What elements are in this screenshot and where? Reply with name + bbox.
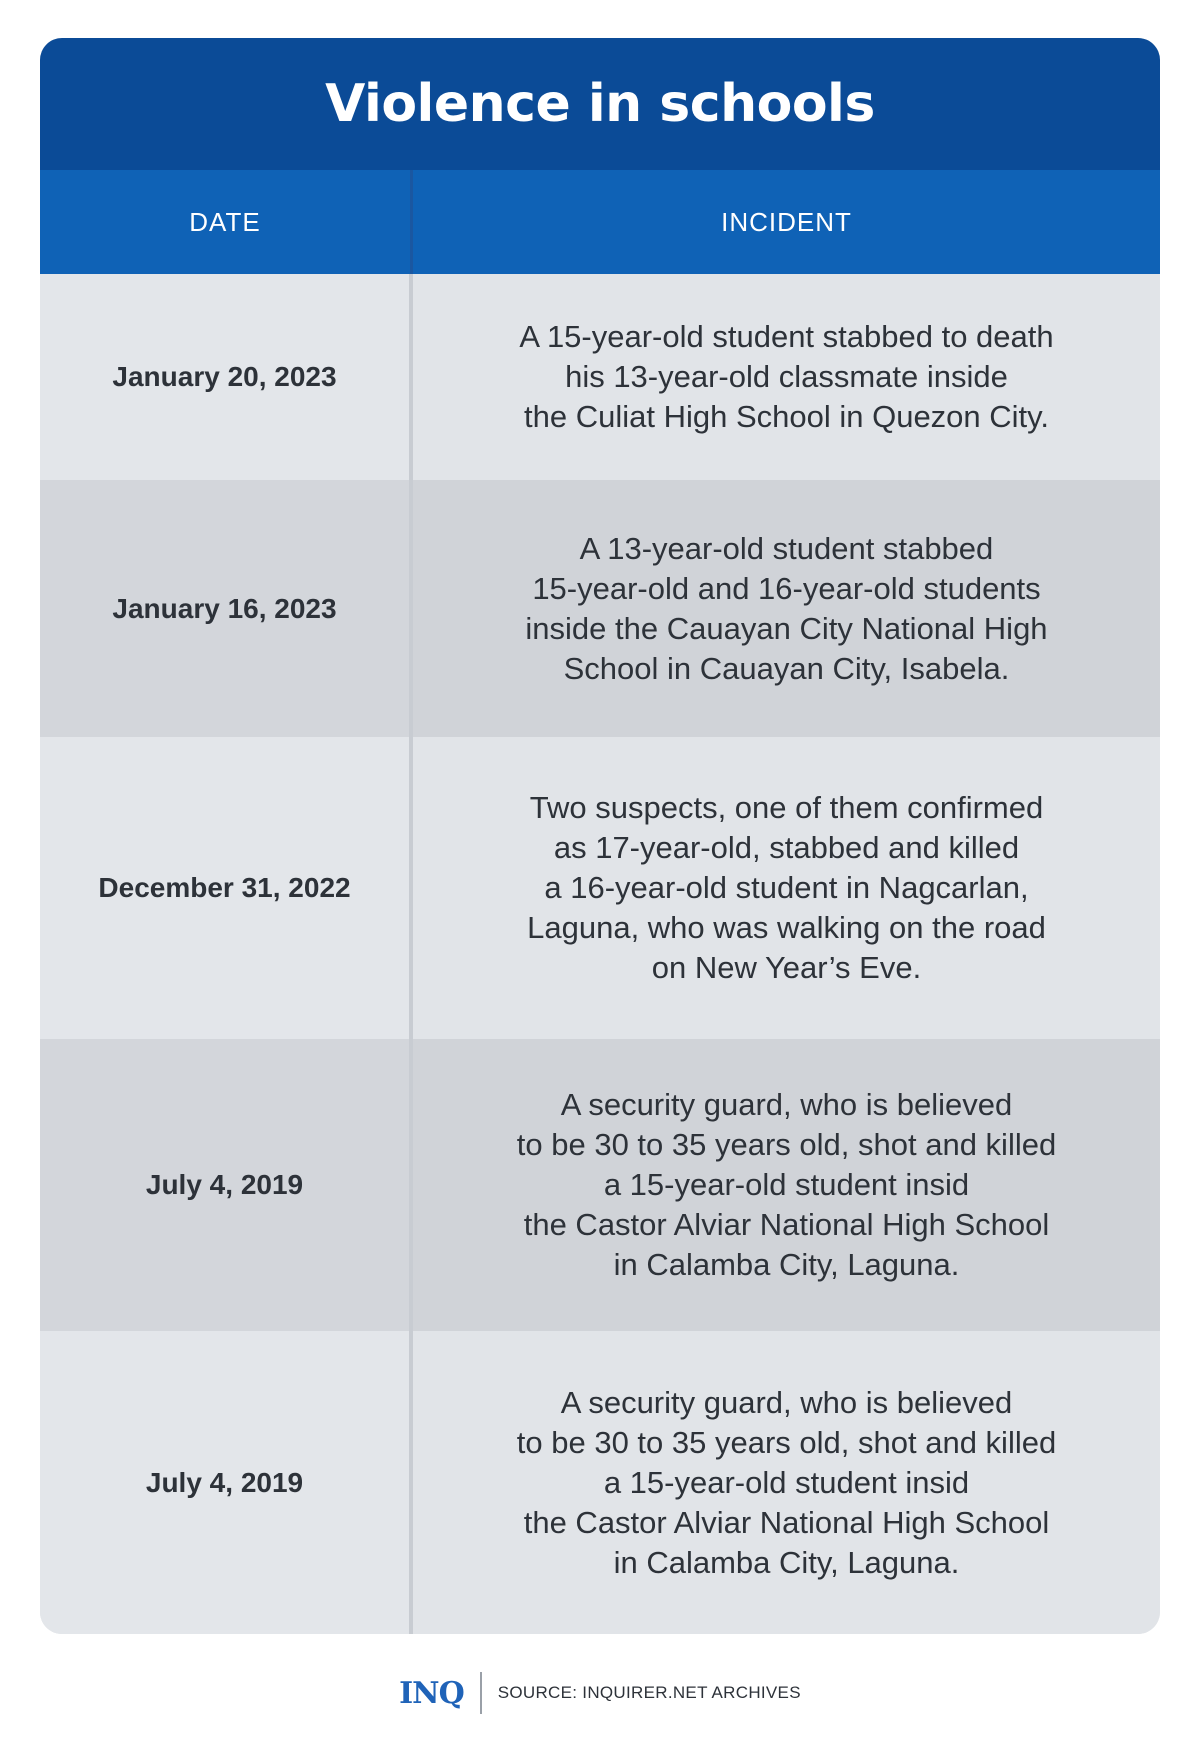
inq-logo: INQ <box>399 1675 464 1711</box>
row-incident <box>413 1039 1160 1331</box>
incident-line: School in Cauayan City, Isabela. <box>563 650 1010 686</box>
incident-line: his 13-year-old classmate inside <box>565 359 1008 394</box>
incident-line: Two suspects, one of them confirmed <box>529 790 1044 825</box>
table-row <box>40 1331 1160 1634</box>
footer-divider <box>480 1672 482 1714</box>
footer <box>0 1668 1200 1718</box>
incident-line: the Culiat High School in Quezon City. <box>524 399 1049 434</box>
incident-line: a 16-year-old student in Nagcarlan, <box>544 870 1029 905</box>
incident-line: in Calamba City, Laguna. <box>613 1544 960 1580</box>
incident-line: inside the Cauayan City National High <box>525 610 1048 646</box>
header-incident: INCIDENT <box>721 206 852 237</box>
row-incident <box>413 274 1160 480</box>
incident-line: a 15-year-old student insid <box>603 1464 970 1500</box>
incident-line: the Castor Alviar National High School <box>523 1504 1050 1540</box>
source-credit: SOURCE: INQUIRER.NET ARCHIVES <box>497 1683 801 1702</box>
header-date: DATE <box>40 170 413 274</box>
table-body <box>40 274 1160 1634</box>
incident-line: on New Year’s Eve. <box>651 950 922 985</box>
row-date: January 16, 2023 <box>40 480 413 737</box>
incident-line: the Castor Alviar National High School <box>523 1207 1050 1242</box>
row-incident <box>413 737 1160 1039</box>
incident-line: in Calamba City, Laguna. <box>613 1247 960 1282</box>
table-row <box>40 1039 1160 1331</box>
incident-line: to be 30 to 35 years old, shot and killed <box>516 1424 1057 1460</box>
row-date: December 31, 2022 <box>40 737 413 1039</box>
incident-line: A security guard, who is believed <box>560 1384 1013 1420</box>
incident-line: A security guard, who is believed <box>560 1087 1013 1122</box>
incident-line: A 15-year-old student stabbed to death <box>519 319 1054 354</box>
infographic-card <box>40 38 1160 1634</box>
incident-line: as 17-year-old, stabbed and killed <box>553 830 1020 865</box>
row-date: July 4, 2019 <box>40 1331 413 1634</box>
row-date: January 20, 2023 <box>40 274 413 480</box>
incident-line: to be 30 to 35 years old, shot and killed <box>516 1127 1057 1162</box>
row-date: July 4, 2019 <box>40 1039 413 1331</box>
row-incident <box>413 480 1160 737</box>
table-row <box>40 274 1160 480</box>
incident-line: Laguna, who was walking on the road <box>527 910 1046 945</box>
table-row <box>40 737 1160 1039</box>
table-header <box>40 170 1160 274</box>
incident-line: A 13-year-old student stabbed <box>579 530 994 566</box>
incident-line: a 15-year-old student insid <box>603 1167 970 1202</box>
incident-line: 15-year-old and 16-year-old students <box>532 570 1041 606</box>
title-bar <box>40 38 1160 170</box>
page-title: Violence in schools <box>325 74 875 134</box>
table-row <box>40 480 1160 737</box>
row-incident <box>413 1331 1160 1634</box>
